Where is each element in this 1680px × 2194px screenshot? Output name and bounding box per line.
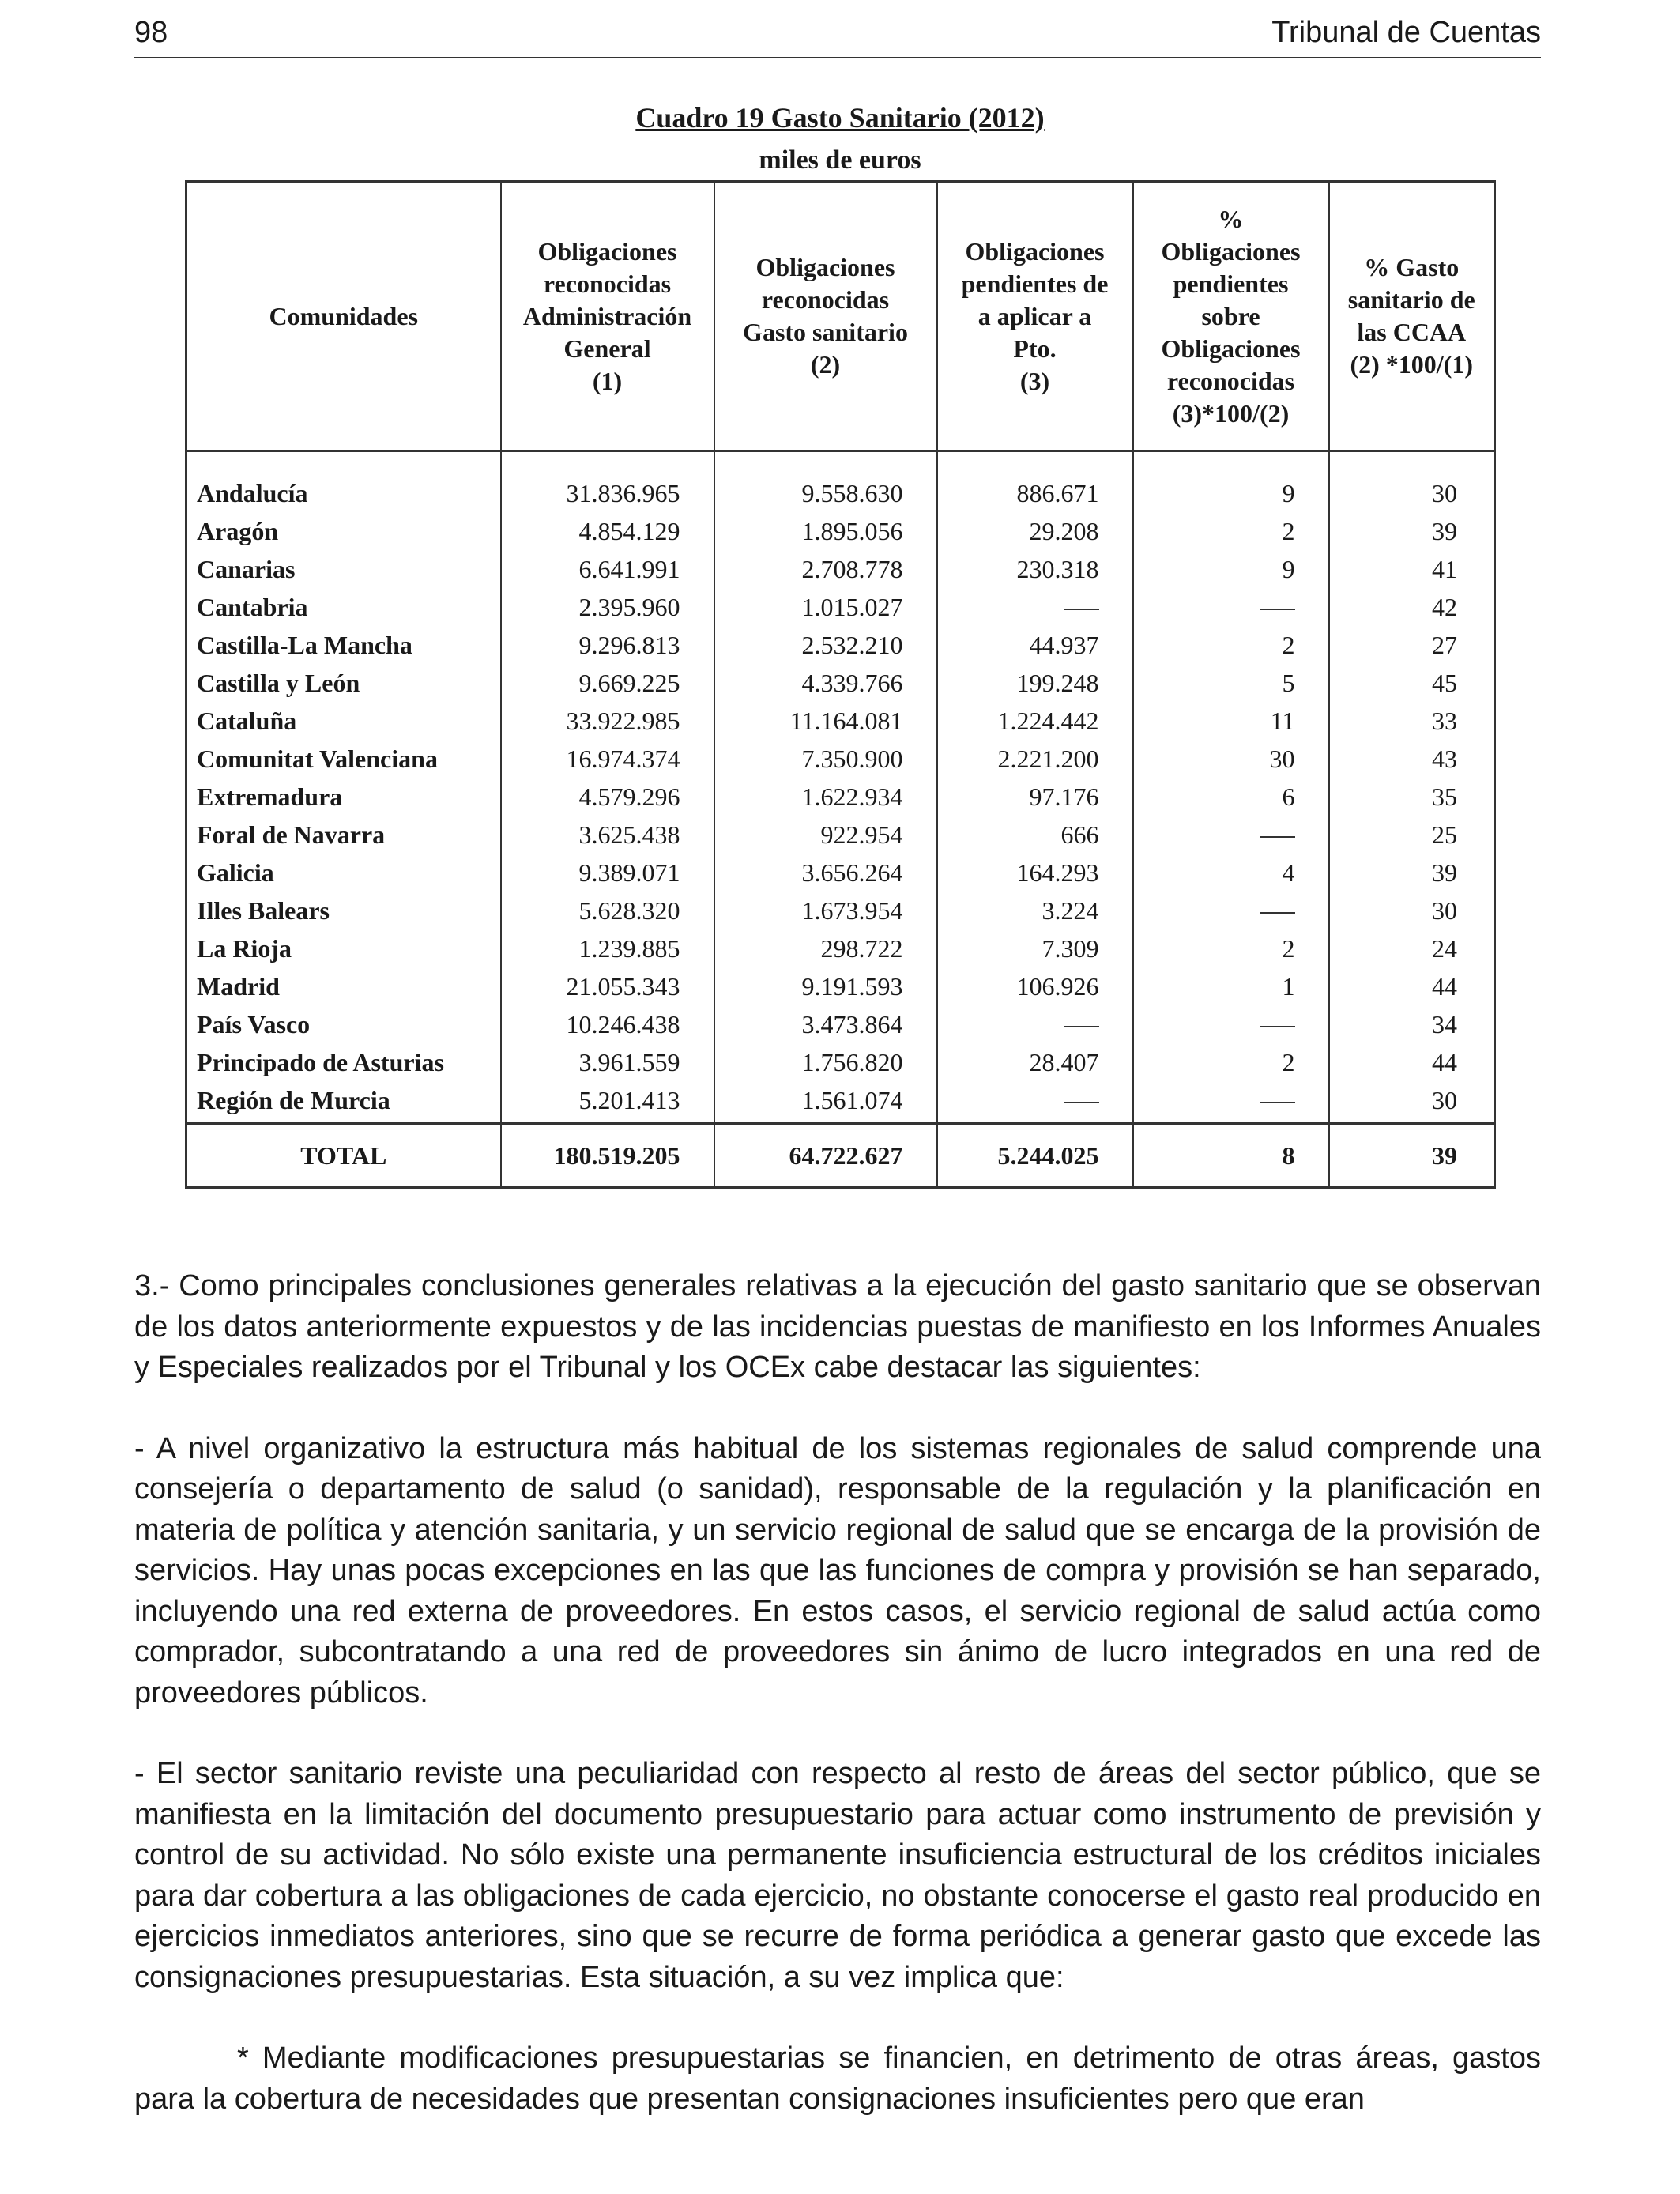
- column-header-line: (2) *100/(1): [1350, 350, 1473, 379]
- pct-gasto-cell: 27: [1329, 626, 1495, 664]
- table-total-row: [186, 1124, 1495, 1188]
- community-name: Cantabria: [186, 588, 501, 626]
- total-label: TOTAL: [186, 1124, 501, 1188]
- column-header-line: Pto.: [1013, 334, 1057, 363]
- adm-general-cell: 3.625.438: [501, 816, 714, 854]
- column-header-line: (1): [592, 366, 623, 395]
- body-text: [134, 1266, 1541, 2120]
- community-name: Comunitat Valenciana: [186, 740, 501, 778]
- adm-general-cell: 10.246.438: [501, 1005, 714, 1043]
- community-name: Illes Balears: [186, 892, 501, 929]
- pct-gasto-cell: 35: [1329, 778, 1495, 816]
- column-header-line: Obligaciones: [965, 236, 1105, 266]
- column-header-line: reconocidas: [543, 269, 672, 298]
- column-header-5: [1329, 182, 1495, 451]
- gasto-sanitario-cell: 1.015.027: [714, 588, 937, 626]
- pct-pendientes-cell: [1133, 588, 1329, 626]
- adm-general-cell: 21.055.343: [501, 967, 714, 1005]
- gasto-sanitario-cell: 1.895.056: [714, 512, 937, 550]
- community-name: La Rioja: [186, 929, 501, 967]
- community-name: Andalucía: [186, 451, 501, 513]
- pct-pendientes-cell: 1: [1133, 967, 1329, 1005]
- pct-pendientes-cell: [1133, 1005, 1329, 1043]
- table-row: [186, 1043, 1495, 1081]
- adm-general-cell: 9.389.071: [501, 854, 714, 892]
- table-title-text: Cuadro 19 Gasto Sanitario (2012): [635, 102, 1045, 134]
- adm-general-cell: 1.239.885: [501, 929, 714, 967]
- column-header-line: %: [1218, 204, 1244, 233]
- pct-pendientes-cell: 9: [1133, 451, 1329, 513]
- column-header-3: [937, 182, 1133, 451]
- pct-pendientes-cell: 5: [1133, 664, 1329, 702]
- pendientes-cell: 666: [937, 816, 1133, 854]
- community-name: País Vasco: [186, 1005, 501, 1043]
- gasto-sanitario-cell: 3.473.864: [714, 1005, 937, 1043]
- column-header-line: Obligaciones: [1161, 236, 1301, 266]
- pct-gasto-cell: 44: [1329, 967, 1495, 1005]
- pct-gasto-cell: 45: [1329, 664, 1495, 702]
- adm-general-cell: 31.836.965: [501, 451, 714, 513]
- column-header-line: % Gasto: [1364, 253, 1460, 281]
- table-row: [186, 892, 1495, 929]
- adm-general-cell: 2.395.960: [501, 588, 714, 626]
- running-header: [134, 16, 1541, 58]
- header-organization: Tribunal de Cuentas: [1271, 16, 1541, 49]
- column-header-line: General: [563, 334, 651, 363]
- total-pct-gasto: 39: [1329, 1124, 1495, 1188]
- column-header-line: (3): [1019, 366, 1050, 395]
- column-header-line: Administración: [522, 301, 692, 330]
- pct-pendientes-cell: 30: [1133, 740, 1329, 778]
- pendientes-cell: [937, 588, 1133, 626]
- column-header-line: pendientes de: [961, 269, 1109, 298]
- pendientes-cell: 44.937: [937, 626, 1133, 664]
- empty-dash: [1260, 816, 1295, 838]
- pendientes-cell: 29.208: [937, 512, 1133, 550]
- gasto-sanitario-cell: 7.350.900: [714, 740, 937, 778]
- pct-pendientes-cell: 11: [1133, 702, 1329, 740]
- pct-pendientes-cell: 2: [1133, 626, 1329, 664]
- table-row: [186, 778, 1495, 816]
- gasto-sanitario-cell: 2.532.210: [714, 626, 937, 664]
- pendientes-cell: 2.221.200: [937, 740, 1133, 778]
- column-header-line: Gasto sanitario: [743, 318, 908, 346]
- pct-gasto-cell: 41: [1329, 550, 1495, 588]
- table-header-row: [186, 182, 1495, 451]
- page-number: 98: [134, 16, 168, 49]
- pct-pendientes-cell: 9: [1133, 550, 1329, 588]
- pct-gasto-cell: 44: [1329, 1043, 1495, 1081]
- community-name: Castilla-La Mancha: [186, 626, 501, 664]
- community-name: Región de Murcia: [186, 1081, 501, 1124]
- gasto-sanitario-table: [185, 180, 1496, 1189]
- pct-gasto-cell: 24: [1329, 929, 1495, 967]
- pct-gasto-cell: 33: [1329, 702, 1495, 740]
- community-name: Foral de Navarra: [186, 816, 501, 854]
- pct-gasto-cell: 39: [1329, 854, 1495, 892]
- pct-gasto-cell: 30: [1329, 1081, 1495, 1124]
- table-row: [186, 626, 1495, 664]
- adm-general-cell: 33.922.985: [501, 702, 714, 740]
- table-row: [186, 1081, 1495, 1124]
- adm-general-cell: 16.974.374: [501, 740, 714, 778]
- adm-general-cell: 5.628.320: [501, 892, 714, 929]
- gasto-sanitario-cell: 922.954: [714, 816, 937, 854]
- column-header-0: [186, 182, 501, 451]
- paragraph-conclusions-intro: 3.- Como principales conclusiones generales relativas a la ejecución del gasto sanitario que se observan de los datos anteriormente expuestos y de las incidencias puestas de manifiesto en los Informes Anuales y Especiales realizados por el Tribunal y los OCEx cabe destacar las siguientes:: [134, 1269, 1541, 1384]
- column-header-line: reconocidas: [761, 285, 890, 314]
- adm-general-cell: 4.854.129: [501, 512, 714, 550]
- community-name: Galicia: [186, 854, 501, 892]
- pct-pendientes-cell: 2: [1133, 512, 1329, 550]
- pct-pendientes-cell: 2: [1133, 1043, 1329, 1081]
- column-header-line: reconocidas: [1166, 366, 1295, 395]
- pendientes-cell: [937, 1005, 1133, 1043]
- empty-dash: [1260, 1081, 1295, 1103]
- pendientes-cell: 3.224: [937, 892, 1133, 929]
- table-row: [186, 664, 1495, 702]
- pct-pendientes-cell: 2: [1133, 929, 1329, 967]
- total-pct-pendientes: 8: [1133, 1124, 1329, 1188]
- column-header-line: Obligaciones: [755, 253, 895, 281]
- table-title: [0, 101, 1680, 134]
- gasto-sanitario-cell: 1.561.074: [714, 1081, 937, 1124]
- table-row: [186, 967, 1495, 1005]
- column-header-line: Comunidades: [269, 301, 418, 330]
- gasto-sanitario-cell: 298.722: [714, 929, 937, 967]
- table-body: [186, 451, 1495, 1124]
- table-row: [186, 550, 1495, 588]
- pct-pendientes-cell: [1133, 892, 1329, 929]
- column-header-line: Obligaciones: [537, 236, 677, 266]
- column-header-line: las CCAA: [1357, 318, 1467, 346]
- column-header-line: (2): [810, 350, 841, 379]
- pct-gasto-cell: 42: [1329, 588, 1495, 626]
- adm-general-cell: 9.296.813: [501, 626, 714, 664]
- gasto-sanitario-cell: 1.673.954: [714, 892, 937, 929]
- pct-pendientes-cell: [1133, 1081, 1329, 1124]
- pct-gasto-cell: 39: [1329, 512, 1495, 550]
- table-row: [186, 702, 1495, 740]
- total-gasto-sanitario: 64.722.627: [714, 1124, 937, 1188]
- pendientes-cell: 164.293: [937, 854, 1133, 892]
- adm-general-cell: 5.201.413: [501, 1081, 714, 1124]
- gasto-sanitario-cell: 9.558.630: [714, 451, 937, 513]
- table-unit: miles de euros: [759, 145, 921, 175]
- pct-gasto-cell: 30: [1329, 451, 1495, 513]
- gasto-sanitario-cell: 4.339.766: [714, 664, 937, 702]
- adm-general-cell: 9.669.225: [501, 664, 714, 702]
- empty-dash: [1260, 1005, 1295, 1027]
- empty-dash: [1260, 892, 1295, 914]
- adm-general-cell: 6.641.991: [501, 550, 714, 588]
- empty-dash: [1064, 1005, 1099, 1027]
- column-header-2: [714, 182, 937, 451]
- community-name: Extremadura: [186, 778, 501, 816]
- pct-gasto-cell: 25: [1329, 816, 1495, 854]
- adm-general-cell: 4.579.296: [501, 778, 714, 816]
- table-row: [186, 1005, 1495, 1043]
- empty-dash: [1064, 588, 1099, 610]
- pct-pendientes-cell: [1133, 816, 1329, 854]
- column-header-line: pendientes: [1173, 269, 1289, 298]
- community-name: Aragón: [186, 512, 501, 550]
- table-row: [186, 588, 1495, 626]
- gasto-sanitario-cell: 1.622.934: [714, 778, 937, 816]
- pendientes-cell: 7.309: [937, 929, 1133, 967]
- pendientes-cell: 97.176: [937, 778, 1133, 816]
- pendientes-cell: 230.318: [937, 550, 1133, 588]
- column-header-line: a aplicar a: [977, 301, 1092, 330]
- pendientes-cell: 1.224.442: [937, 702, 1133, 740]
- pct-pendientes-cell: 6: [1133, 778, 1329, 816]
- gasto-sanitario-cell: 11.164.081: [714, 702, 937, 740]
- column-header-line: sobre: [1201, 301, 1260, 330]
- pendientes-cell: 28.407: [937, 1043, 1133, 1081]
- table-row: [186, 854, 1495, 892]
- column-header-line: (3)*100/(2): [1172, 398, 1290, 428]
- community-name: Castilla y León: [186, 664, 501, 702]
- community-name: Principado de Asturias: [186, 1043, 501, 1081]
- pct-gasto-cell: 30: [1329, 892, 1495, 929]
- table-row: [186, 816, 1495, 854]
- community-name: Madrid: [186, 967, 501, 1005]
- pendientes-cell: 106.926: [937, 967, 1133, 1005]
- pct-gasto-cell: 34: [1329, 1005, 1495, 1043]
- column-header-line: Obligaciones: [1161, 334, 1301, 363]
- table-row: [186, 451, 1495, 513]
- gasto-sanitario-cell: 9.191.593: [714, 967, 937, 1005]
- pendientes-cell: [937, 1081, 1133, 1124]
- column-header-4: [1133, 182, 1329, 451]
- community-name: Canarias: [186, 550, 501, 588]
- pendientes-cell: 199.248: [937, 664, 1133, 702]
- paragraph-modifications: * Mediante modificaciones presupuestarias se financien, en detrimento de otras áreas, gastos para la cobertura de necesidades que presentan consignaciones insuficientes pero que eran: [134, 2041, 1541, 2116]
- paragraph-organizational: - A nivel organizativo la estructura más habitual de los sistemas regionales de salud comprende una consejería o departamento de salud (o sanidad), responsable de la regulación y la planificación en materia de política y atención sanitaria, y un servicio regional de salud que se encarga de la provisión de servicios. Hay unas pocas excepciones en las que las funciones de compra y provisión se han separado, incluyendo una red externa de proveedores. En estos casos, el servicio regional de salud actúa como comprador, subcontratando a una red de proveedores sin ánimo de lucro integrados en una red de proveedores públicos.: [134, 1431, 1541, 1710]
- total-pendientes: 5.244.025: [937, 1124, 1133, 1188]
- pendientes-cell: 886.671: [937, 451, 1133, 513]
- community-name: Cataluña: [186, 702, 501, 740]
- gasto-sanitario-cell: 1.756.820: [714, 1043, 937, 1081]
- table-row: [186, 512, 1495, 550]
- table-row: [186, 740, 1495, 778]
- empty-dash: [1064, 1081, 1099, 1103]
- gasto-sanitario-cell: 3.656.264: [714, 854, 937, 892]
- paragraph-budget: - El sector sanitario reviste una peculiaridad con respecto al resto de áreas del sector público, que se manifiesta en la limitación del documento presupuestario para actuar como instrumento de previsión y control de su actividad. No sólo existe una permanente insuficiencia estructural de los créditos iniciales para dar cobertura a las obligaciones de cada ejercicio, no obstante conocerse el gasto real producido en ejercicios inmediatos anteriores, sino que se recurre de forma periódica a generar gasto que excede las consignaciones presupuestarias. Esta situación, a su vez implica que:: [134, 1757, 1541, 1994]
- gasto-sanitario-cell: 2.708.778: [714, 550, 937, 588]
- pct-pendientes-cell: 4: [1133, 854, 1329, 892]
- total-adm-general: 180.519.205: [501, 1124, 714, 1188]
- pct-gasto-cell: 43: [1329, 740, 1495, 778]
- empty-dash: [1260, 588, 1295, 610]
- adm-general-cell: 3.961.559: [501, 1043, 714, 1081]
- column-header-1: [501, 182, 714, 451]
- table-row: [186, 929, 1495, 967]
- column-header-line: sanitario de: [1347, 285, 1475, 314]
